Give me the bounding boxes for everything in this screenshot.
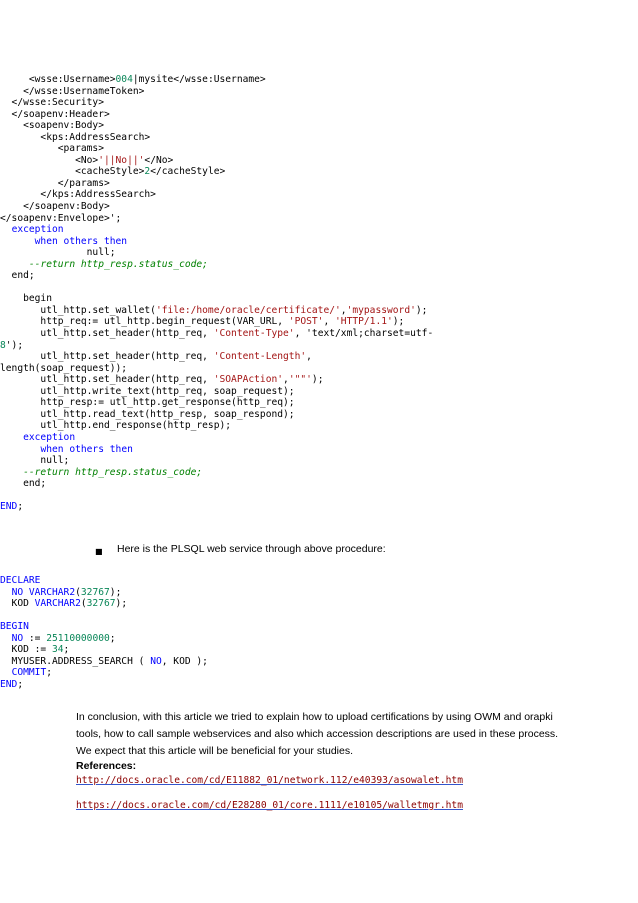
code-line: utl_http.set_header(http_req, 'SOAPAction','""'); (0, 374, 324, 386)
code-line: </soapenv:Body> (0, 201, 110, 213)
code-line: 8'); (0, 339, 24, 351)
code-line: END; (0, 501, 24, 513)
reference-link-2[interactable]: https://docs.oracle.com/cd/E28280_01/core.1111/e10105/walletmgr.htm (76, 800, 463, 811)
code-line (0, 282, 638, 294)
code-line: MYUSER.ADDRESS_SEARCH ( NO, KOD ); (0, 655, 208, 667)
code-line: <kps:AddressSearch> (0, 131, 151, 143)
reference-link-1[interactable]: http://docs.oracle.com/cd/E11882_01/network.112/e40393/asowalet.htm (76, 775, 463, 786)
code-line: exception (11, 224, 64, 236)
code-line: utl_http.set_header(http_req, 'Content-Type', 'text/xml;charset=utf- (0, 328, 434, 340)
code-line: KOD VARCHAR2(32767); (0, 598, 128, 610)
code-line: utl_http.write_text(http_req, soap_request); (0, 385, 295, 397)
code-line: begin (0, 293, 52, 305)
code-line: DECLARE (0, 575, 41, 586)
code-line: null; (0, 247, 116, 259)
code-line: BEGIN (0, 621, 29, 633)
code-line: <No>'||No||'</No> (0, 154, 174, 166)
code-line: </wsse:UsernameToken> (0, 85, 145, 97)
code-block-procedure (0, 74, 638, 513)
bullet-text: Here is the PLSQL web service through above procedure: (117, 543, 386, 555)
code-line: when others then (34, 235, 128, 247)
code-line: COMMIT; (11, 667, 52, 679)
code-block-declare (0, 575, 638, 690)
code-line: </params> (0, 177, 110, 189)
code-line: utl_http.set_wallet('file:/home/oracle/certificate/','mypassword'); (0, 304, 428, 316)
code-line: <params> (0, 143, 104, 155)
code-line: </soapenv:Envelope>'; (0, 212, 122, 224)
code-line: end; (0, 270, 35, 282)
code-line: </soapenv:Header> (0, 108, 110, 120)
code-line: --return http_resp.status_code; (28, 258, 208, 270)
code-line (0, 610, 638, 622)
code-line: length(soap_request)); (0, 362, 128, 374)
code-line: KOD := 34; (0, 644, 70, 656)
code-line: --return http_resp.status_code; (23, 466, 203, 478)
references-heading: References: (76, 760, 137, 772)
code-line: </wsse:Security> (0, 97, 104, 109)
code-line: <soapenv:Body> (0, 120, 104, 132)
conclusion-paragraph: In conclusion, with this article we tried to explain how to upload certifications by using OWM and orapki tools, how to call sample webservices and also which accession descriptions are used in these process. We expect that this article will be beneficial for your studies. (76, 711, 559, 757)
code-line: utl_http.end_response(http_resp); (0, 420, 232, 432)
code-line: http_resp:= utl_http.get_response(http_req); (0, 397, 295, 409)
code-line: END; (0, 678, 24, 690)
code-line: <cacheStyle>2</cacheStyle> (0, 166, 226, 178)
code-line (0, 490, 638, 502)
code-line: NO VARCHAR2(32767); (11, 586, 122, 598)
code-line: http_req:= utl_http.begin_request(VAR_URL, 'POST', 'HTTP/1.1'); (0, 316, 405, 328)
code-line: <wsse:Username>004|mysite</wsse:Username> (0, 74, 266, 85)
code-line: end; (0, 478, 47, 490)
code-line: null; (0, 455, 70, 467)
code-line: </kps:AddressSearch> (0, 189, 156, 201)
code-line: utl_http.set_header(http_req, 'Content-Length', (0, 351, 312, 363)
code-line: exception (23, 431, 76, 443)
bullet-square-icon: ■ (95, 547, 103, 556)
code-line: NO := 25110000000; (11, 632, 116, 644)
code-line: when others then (40, 443, 133, 455)
code-line: utl_http.read_text(http_resp, soap_respond); (0, 408, 295, 420)
